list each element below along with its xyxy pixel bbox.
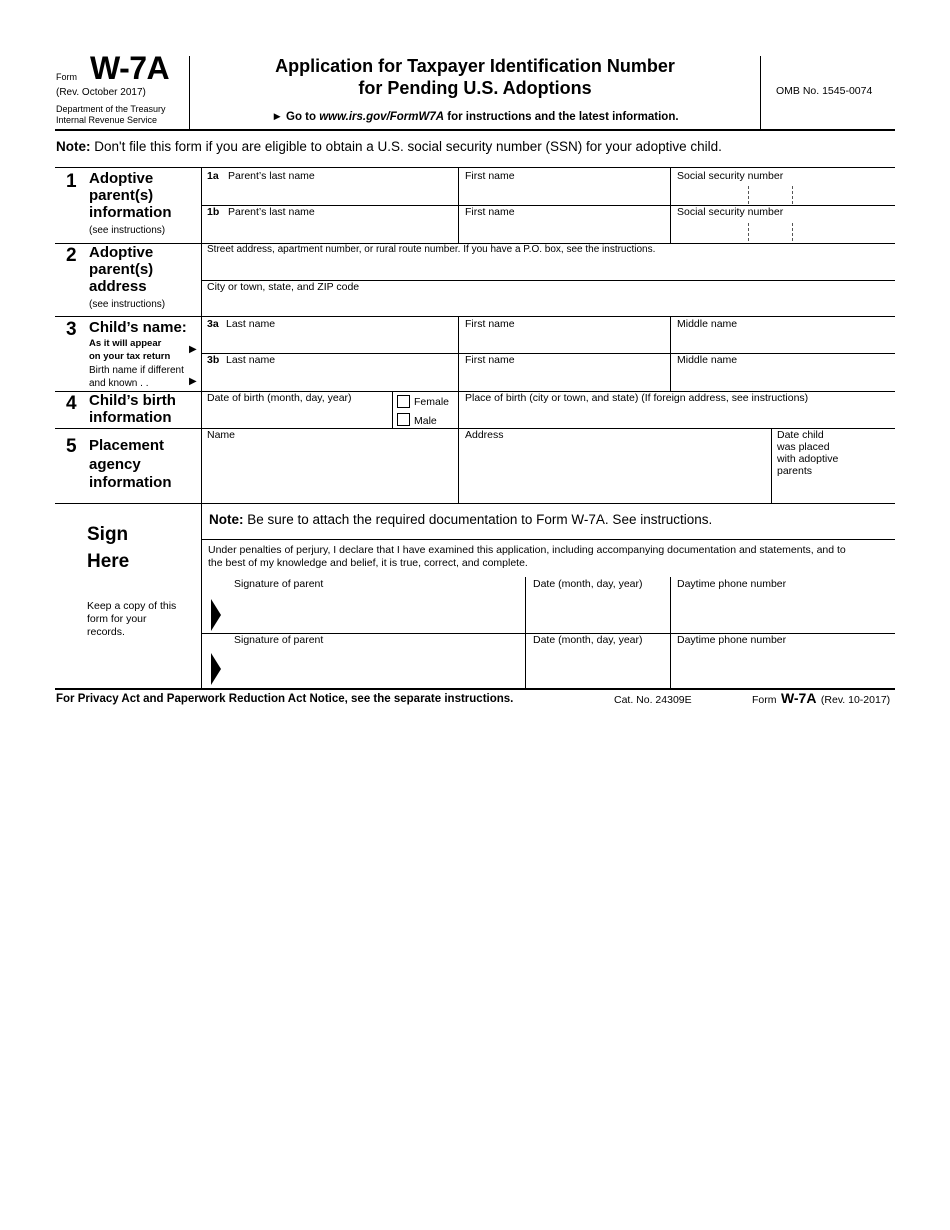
dept-line-1: Department of the Treasury [56,104,166,114]
form-title: Application for Taxpayer Identification Number for Pending U.S. Adoptions [275,56,675,98]
section-1-number: 1 [66,171,77,192]
form-revision: (Rev. October 2017) [56,87,146,98]
parent-1b-ssn-field[interactable]: Social security number [677,206,784,218]
child-3a-middle-name-field[interactable]: Middle name [677,318,738,330]
child-3b-first-name-field[interactable]: First name [465,354,515,366]
male-checkbox[interactable] [397,413,410,426]
female-checkbox[interactable] [397,395,410,408]
section-3-title: Child’s name: [89,319,187,336]
child-3a-last-name-field[interactable]: 3a Last name [207,318,276,330]
goto-instructions: ► Go to www.irs.gov/FormW7A for instructions and the latest information. [271,111,679,123]
section-1-subtitle: (see instructions) [89,225,166,236]
date-of-birth-field[interactable]: Date of birth (month, day, year) [207,392,352,404]
arrow-right-icon: ▶ [189,376,197,387]
keep-copy-note: Keep a copy of this form for your records. [87,600,177,638]
sign-here-title: Sign Here [87,524,130,572]
parent-1a-last-name-field[interactable]: 1a Parent’s last name [207,170,315,182]
parent-1a-ssn-field[interactable]: Social security number [677,170,784,182]
date-placed-field[interactable]: Date child was placed with adoptive parents [777,429,839,477]
parent-2-phone-field[interactable]: Daytime phone number [677,634,787,646]
omb-number: OMB No. 1545-0074 [776,85,873,97]
footer-form-id: Form W-7A (Rev. 10-2017) [752,690,891,706]
city-state-zip-field[interactable]: City or town, state, and ZIP code [207,281,360,293]
section-5-title: Placement agency information [89,437,172,491]
attach-documentation-note: Note: Be sure to attach the required documentation to Form W-7A. See instructions. [209,512,713,527]
signature-arrow-icon [211,599,221,631]
parent-2-signature-field[interactable]: Signature of parent [234,634,324,646]
form-number: W-7A [90,50,170,86]
child-3a-first-name-field[interactable]: First name [465,318,515,330]
signature-arrow-icon [211,653,221,685]
section-2-subtitle: (see instructions) [89,299,166,310]
parent-1b-last-name-field[interactable]: 1b Parent’s last name [207,206,315,218]
parent-2-date-field[interactable]: Date (month, day, year) [533,634,643,646]
parent-1-signature-field[interactable]: Signature of parent [234,578,324,590]
street-address-field[interactable]: Street address, apartment number, or rural route number. If you have a P.O. box, see the instructions. [207,244,656,255]
section-5-number: 5 [66,436,77,457]
top-note: Note: Don't file this form if you are eligible to obtain a U.S. social security number (SSN) for your adoptive child. [56,139,722,154]
catalog-number: Cat. No. 24309E [614,694,692,706]
place-of-birth-field[interactable]: Place of birth (city or town, and state) (If foreign address, see instructions) [465,392,809,404]
parent-1-phone-field[interactable]: Daytime phone number [677,578,787,590]
perjury-statement: Under penalties of perjury, I declare that I have examined this application, including accompanying documentation and statements, and to the best of my knowledge and belief, it is true, correct, and complete. [208,544,846,569]
privacy-notice: For Privacy Act and Paperwork Reduction Act Notice, see the separate instructions. [56,693,514,705]
section-4-number: 4 [66,393,77,414]
section-1-title: Adoptive parent(s) information [89,170,172,221]
child-3b-last-name-field[interactable]: 3b Last name [207,354,276,366]
agency-address-field[interactable]: Address [465,429,504,441]
male-label: Male [414,415,437,427]
irs-url-link[interactable]: www.irs.gov/FormW7A [319,111,445,123]
form-word: Form [56,72,77,82]
parent-1b-first-name-field[interactable]: First name [465,206,515,218]
parent-1-date-field[interactable]: Date (month, day, year) [533,578,643,590]
section-2-number: 2 [66,245,77,266]
dept-line-2: Internal Revenue Service [56,115,158,125]
parent-1a-first-name-field[interactable]: First name [465,170,515,182]
section-2-title: Adoptive parent(s) address [89,244,154,295]
female-label: Female [414,396,450,408]
section-3-number: 3 [66,319,77,340]
section-4-title: Child’s birth information [89,392,176,426]
child-3b-middle-name-field[interactable]: Middle name [677,354,738,366]
arrow-right-icon: ▶ [189,344,197,355]
agency-name-field[interactable]: Name [207,429,236,441]
